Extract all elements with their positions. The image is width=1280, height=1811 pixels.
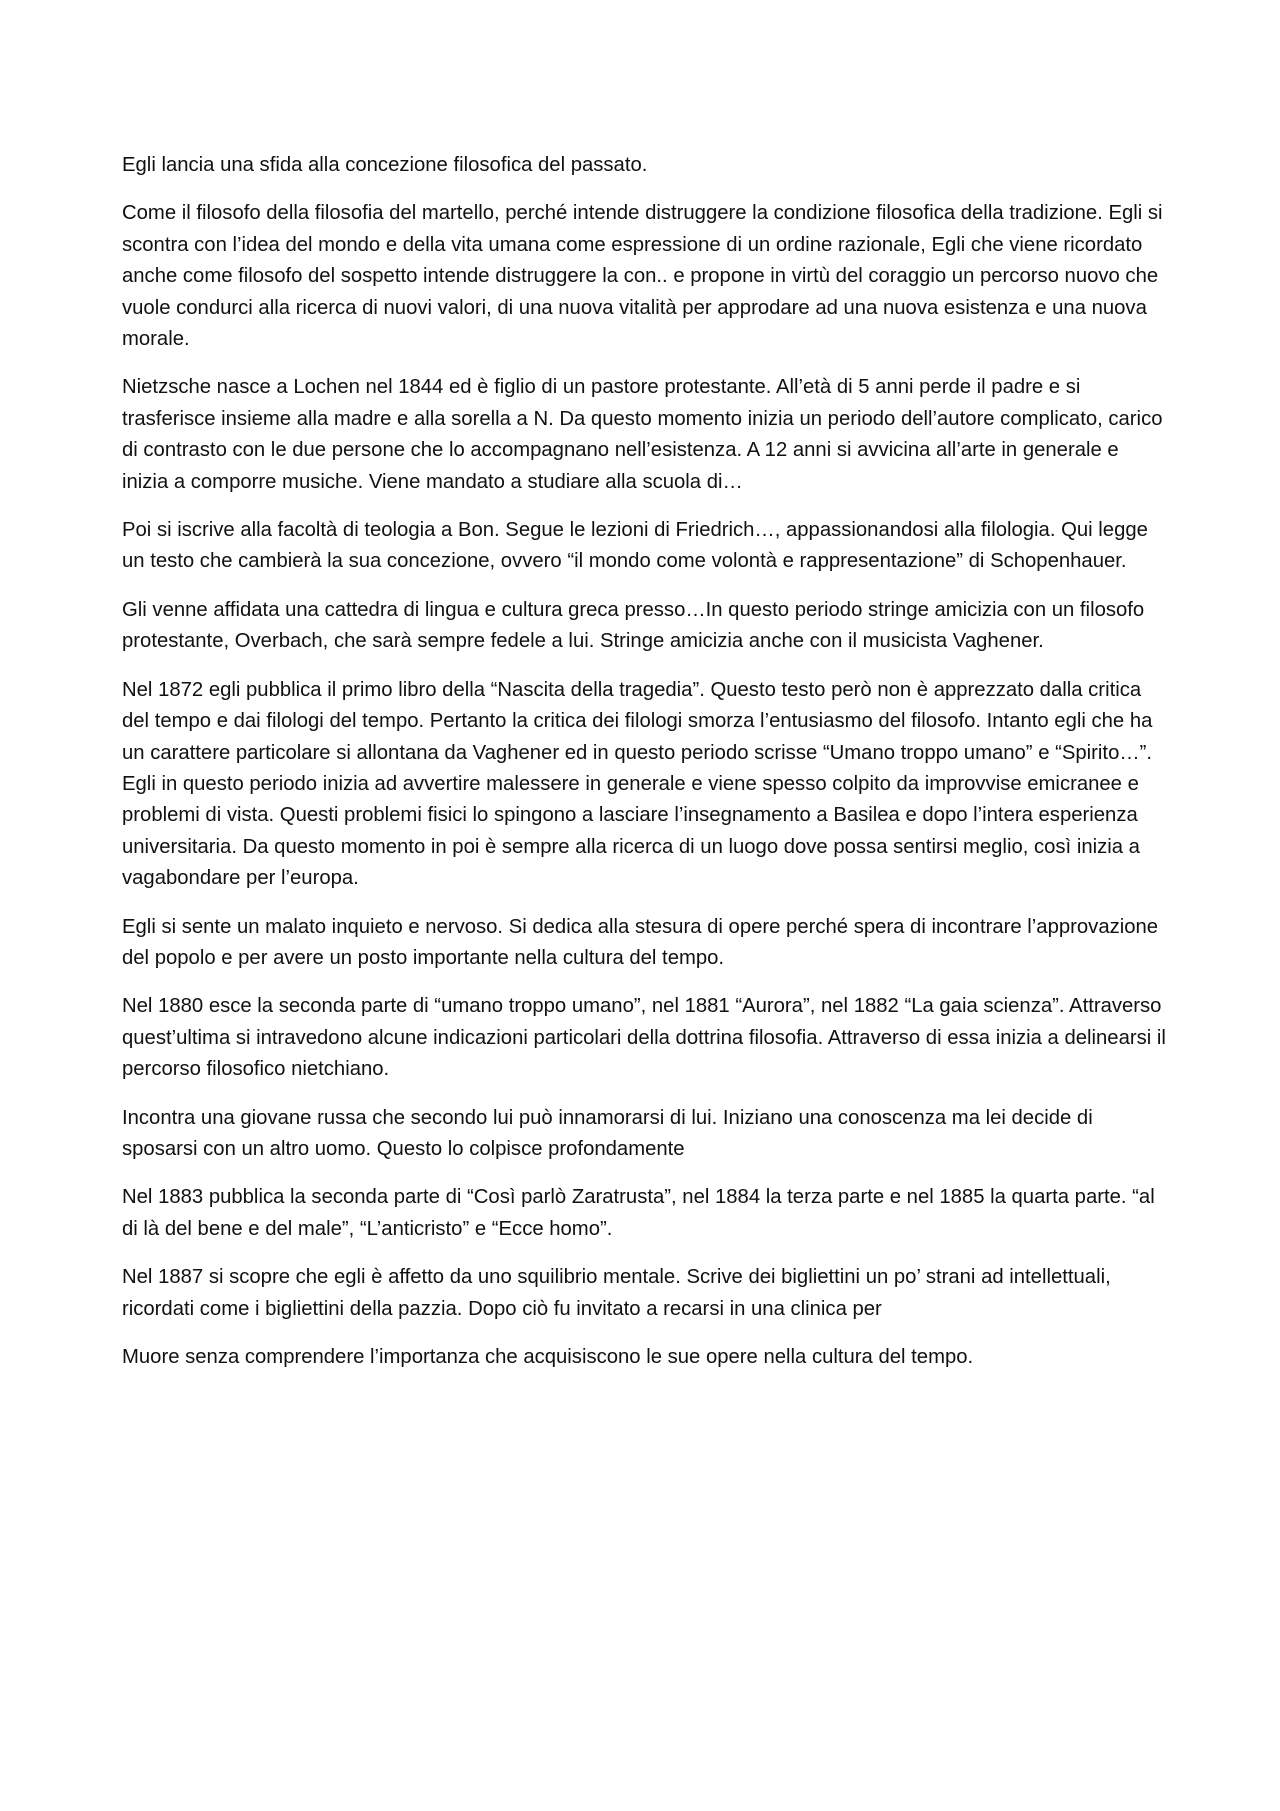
paragraph-opere-1880: Nel 1880 esce la seconda parte di “umano troppo umano”, nel 1881 “Aurora”, nel 1882 “La gaia scienza”. Attraverso quest’ultima si intravedono alcune indicazioni particolari della dottrina filosofia. Attraverso di essa inizia a delinearsi il percorso filosofico nietchiano. bbox=[122, 995, 1166, 1081]
paragraph-malato: Egli si sente un malato inquieto e nervoso. Si dedica alla stesura di opere perché spera di incontrare l’approvazione del popolo e per avere un posto importante nella cultura del tempo. bbox=[122, 915, 1159, 969]
paragraph-nascita-tragedia: Nel 1872 egli pubblica il primo libro della “Nascita della tragedia”. Questo testo però non è apprezzato dalla critica del tempo e dai filologi del tempo. Pertanto la critica dei filologi smorza l’entusiasmo del filosofo. Intanto egli che ha un carattere particolare si allontana da Vaghener ed in questo periodo scrisse “Umano troppo umano” e “Spirito…”. Egli in questo periodo inizia ad avvertire malessere in generale e viene spesso colpito da improvvise emicranee e problemi di vista. Questi problemi fisici lo spingono a lasciare l’insegnamento a Basilea e dopo l’intera esperienza universitaria. Da questo momento in poi è sempre alla ricerca di un luogo dove possa sentirsi meglio, così inizia a vagabondare per l’europa. bbox=[122, 678, 1153, 890]
paragraph-morte: Muore senza comprendere l’importanza che acquisiscono le sue opere nella cultura del tempo. bbox=[122, 1346, 974, 1368]
paragraph-cattedra: Gli venne affidata una cattedra di lingua e cultura greca presso…In questo periodo stringe amicizia con un filosofo protestante, Overbach, che sarà sempre fedele a lui. Stringe amicizia anche con il musicista Vaghener. bbox=[122, 598, 1145, 653]
document-body bbox=[122, 150, 1167, 1390]
paragraph-nascita: Nietzsche nasce a Lochen nel 1844 ed è figlio di un pastore protestante. All’età di 5 anni perde il padre e si trasferisce insieme alla madre e alla sorella a N. Da questo momento inizia un periodo dell’autore complicato, carico di contrasto con le due persone che lo accompagnano nell’esistenza. A 12 anni si avvicina all’arte in generale e inizia a comporre musiche. Viene mandato a studiare alla scuola di… bbox=[122, 376, 1163, 493]
paragraph-zaratrusta: Nel 1883 pubblica la seconda parte di “Così parlò Zaratrusta”, nel 1884 la terza parte e nel 1885 la quarta parte. “al di là del bene e del male”, “L’anticristo” e “Ecce homo”. bbox=[122, 1186, 1155, 1240]
paragraph-giovane-russa: Incontra una giovane russa che secondo lui può innamorarsi di lui. Iniziano una conoscenza ma lei decide di sposarsi con un altro uomo. Questo lo colpisce profondamente bbox=[122, 1106, 1093, 1160]
paragraph-teologia: Poi si iscrive alla facoltà di teologia a Bon. Segue le lezioni di Friedrich…, appassionandosi alla filologia. Qui legge un testo che cambierà la sua concezione, ovvero “il mondo come volontà e rappresentazione” di Schopenhauer. bbox=[122, 519, 1148, 573]
paragraph-squilibrio: Nel 1887 si scopre che egli è affetto da uno squilibrio mentale. Scrive dei bigliettini un po’ strani ad intellettuali, ricordati come i bigliettini della pazzia. Dopo ciò fu invitato a recarsi in una clinica per bbox=[122, 1266, 1111, 1320]
paragraph-filosofia-martello: Come il filosofo della filosofia del martello, perché intende distruggere la condizione filosofica della tradizione. Egli si scontra con l’idea del mondo e della vita umana come espressione di un ordine razionale, Egli che viene ricordato anche come filosofo del sospetto intende distruggere la con.. e propone in virtù del coraggio un percorso nuovo che vuole condurci alla ricerca di nuovi valori, di una nuova vitalità per approdare ad una nuova esistenza e una nuova morale. bbox=[122, 202, 1163, 351]
paragraph-intro: Egli lancia una sfida alla concezione filosofica del passato. bbox=[122, 154, 648, 176]
